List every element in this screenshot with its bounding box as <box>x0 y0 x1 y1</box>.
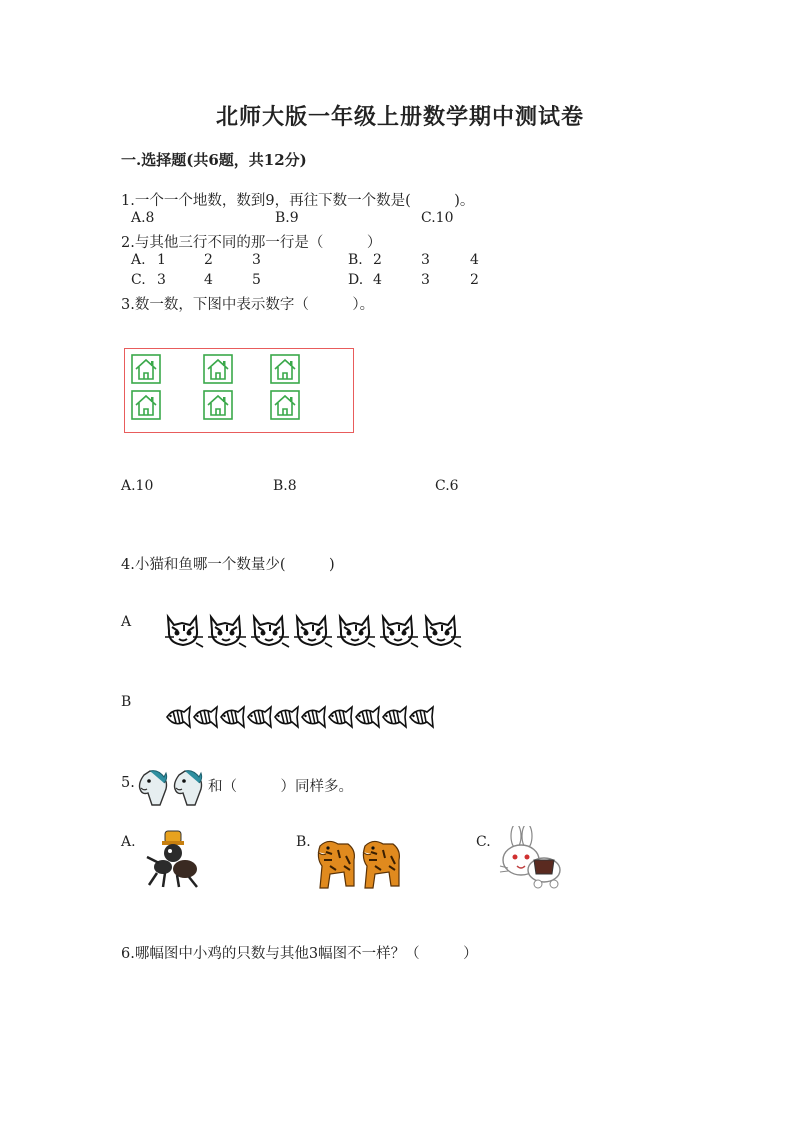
question-1 <box>121 189 474 210</box>
q2-option-a[interactable] <box>131 252 146 268</box>
q2-c-v3: 5 <box>252 272 261 288</box>
horse-icon <box>136 769 171 809</box>
q2-c-v1: 3 <box>157 272 166 288</box>
question-text: 小猫和鱼哪一个数量少( ) <box>134 557 335 573</box>
q3-option-c[interactable]: C.6 <box>435 478 459 494</box>
cat-icon <box>420 611 463 649</box>
q2-d-v1: 4 <box>373 272 382 288</box>
q2-a-v2: 2 <box>204 252 213 268</box>
tiger-icon <box>314 836 359 892</box>
q4-row-b-label[interactable]: B <box>121 694 132 710</box>
q2-d-v2: 3 <box>421 272 430 288</box>
question-text: 与其他三行不同的那一行是（ ） <box>134 235 382 251</box>
question-5-number: 5. <box>121 775 135 791</box>
question-number: 1. <box>121 193 135 209</box>
question-text: 数一数，下图中表示数字（ ）。 <box>134 297 375 313</box>
fish-icon <box>381 705 408 729</box>
q2-a-v3: 3 <box>252 252 261 268</box>
fish-icon <box>327 705 354 729</box>
page-title: 北师大版一年级上册数学期中测试卷 <box>215 104 584 130</box>
fish-icon <box>246 705 273 729</box>
q1-option-b[interactable]: B.9 <box>275 210 299 226</box>
rabbit-icon <box>494 826 564 892</box>
q3-option-b[interactable]: B.8 <box>273 478 297 494</box>
option-label: C. <box>131 272 146 288</box>
question-6 <box>121 942 478 963</box>
cat-row <box>162 611 463 649</box>
cat-icon <box>377 611 420 649</box>
q2-d-v3: 2 <box>470 272 479 288</box>
question-text: 哪幅图中小鸡的只数与其他3幅图不一样？（ ） <box>134 946 478 962</box>
cat-icon <box>248 611 291 649</box>
q2-b-v3: 4 <box>470 252 479 268</box>
horse-icon <box>171 769 206 809</box>
tiger-icon <box>359 836 404 892</box>
cat-icon <box>291 611 334 649</box>
tiger-pair <box>314 836 404 892</box>
question-4 <box>121 553 335 574</box>
house-icon <box>270 354 300 384</box>
q1-option-c[interactable]: C.10 <box>421 210 454 226</box>
q3-option-a[interactable]: A.10 <box>121 478 154 494</box>
horse-pair <box>136 769 206 809</box>
question-2 <box>121 231 381 252</box>
question-number: 2. <box>121 235 135 251</box>
fish-icon <box>192 705 219 729</box>
question-number: 4. <box>121 557 135 573</box>
q2-c-v2: 4 <box>204 272 213 288</box>
cat-icon <box>205 611 248 649</box>
q2-b-v2: 3 <box>421 252 430 268</box>
option-label: D. <box>348 272 364 288</box>
fish-icon <box>354 705 381 729</box>
q2-option-d[interactable] <box>348 272 363 288</box>
option-label: A. <box>131 252 146 268</box>
question-number: 6. <box>121 946 135 962</box>
fish-icon <box>273 705 300 729</box>
question-number: 3. <box>121 297 135 313</box>
fish-icon <box>219 705 246 729</box>
option-label: B. <box>348 252 363 268</box>
q2-option-b[interactable] <box>348 252 363 268</box>
q2-a-v1: 1 <box>157 252 166 268</box>
q5-option-c[interactable]: C. <box>476 834 491 850</box>
q1-option-a[interactable]: A.8 <box>131 210 155 226</box>
cat-icon <box>162 611 205 649</box>
q4-row-a-label[interactable]: A <box>121 614 132 630</box>
question-3 <box>121 293 374 314</box>
fish-icon <box>300 705 327 729</box>
fish-icon <box>165 705 192 729</box>
q5-option-b[interactable]: B. <box>296 834 311 850</box>
q5-option-a[interactable]: A. <box>121 834 136 850</box>
house-icon <box>203 390 233 420</box>
house-icon <box>270 390 300 420</box>
house-icon <box>131 354 161 384</box>
house-icon <box>203 354 233 384</box>
question-text: 一个一个地数，数到9，再往下数一个数是( )。 <box>134 193 475 209</box>
fish-row <box>165 705 435 729</box>
section-heading: 一.选择题(共6题，共12分) <box>121 151 307 169</box>
house-icon <box>131 390 161 420</box>
ant-icon <box>139 829 203 893</box>
question-5-text: 和（ ）同样多。 <box>208 779 353 795</box>
fish-icon <box>408 705 435 729</box>
q2-b-v1: 2 <box>373 252 382 268</box>
q2-option-c[interactable] <box>131 272 146 288</box>
cat-icon <box>334 611 377 649</box>
